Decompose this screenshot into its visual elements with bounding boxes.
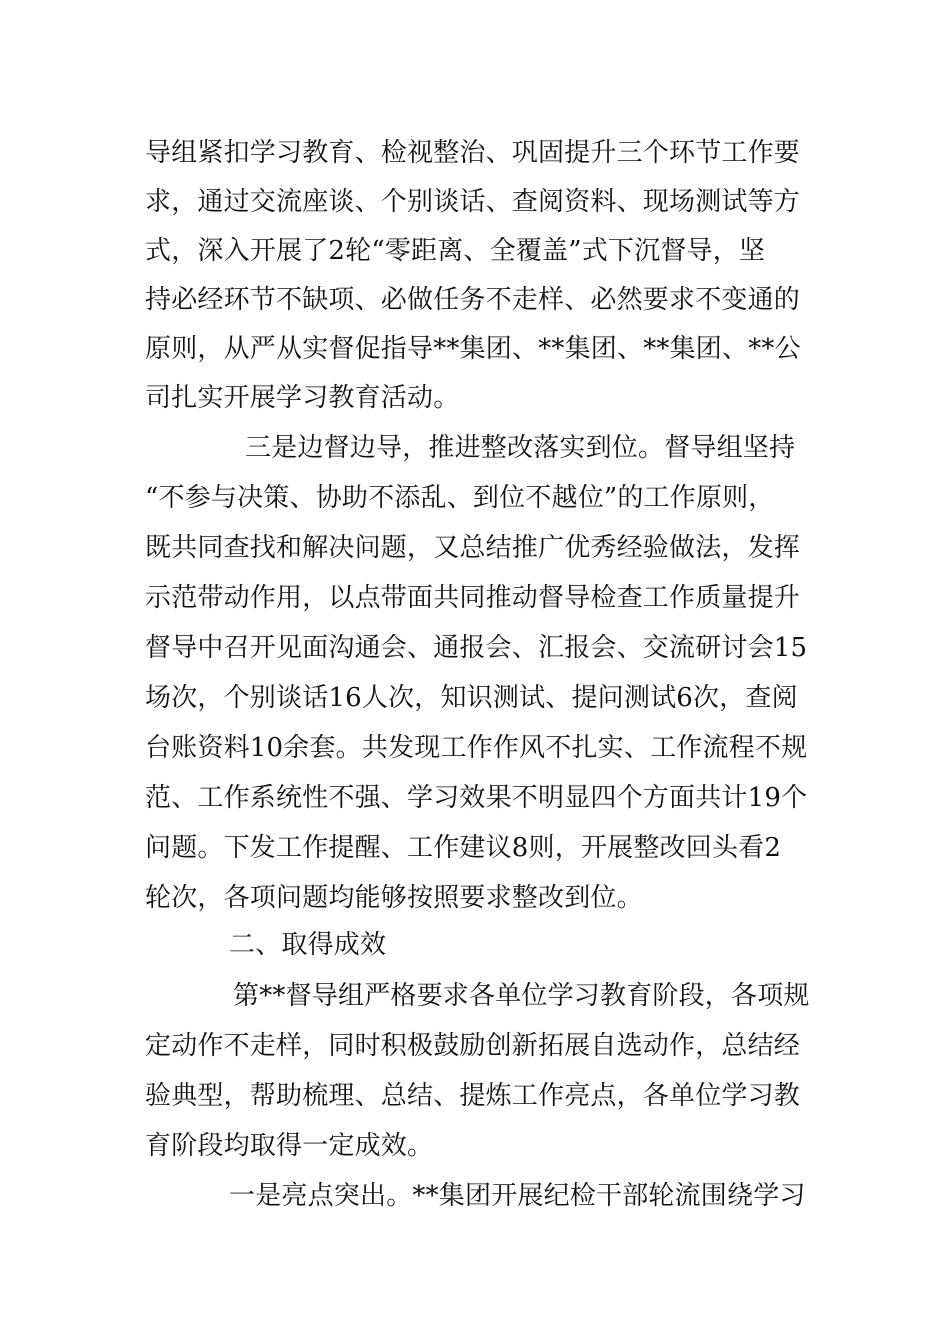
body-text-line: 原则，从严从实督促指导**集团、**集团、**集团、**公 <box>145 334 801 364</box>
body-text-line: 第**督导组严格要求各单位学习教育阶段，各项规 <box>233 981 810 1011</box>
body-text-line: 范、工作系统性不强、学习效果不明显四个方面共计19个 <box>145 783 808 813</box>
body-text-line: 持必经环节不缺项、必做任务不走样、必然要求不变通的 <box>145 285 801 315</box>
paragraph-heading-line: 三是边督边导，推进整改落实到位。督导组坚持 <box>245 433 796 463</box>
body-text-line: 场次，个别谈话16人次，知识测试、提问测试6次，查阅 <box>145 683 798 713</box>
body-text-line: 育阶段均取得一定成效。 <box>145 1131 434 1161</box>
body-text-line: 督导中召开见面沟通会、通报会、汇报会、交流研讨会15 <box>145 633 808 663</box>
body-text-line: 示范带动作用，以点带面共同推动督导检查工作质量提升 <box>145 583 801 613</box>
body-text-line: 既共同查找和解决问题，又总结推广优秀经验做法，发挥 <box>145 533 801 563</box>
body-text-line: 式，深入开展了2轮“零距离、全覆盖”式下沉督导，坚 <box>145 236 766 266</box>
body-text-line: 问题。下发工作提醒、工作建议8则，开展整改回头看2 <box>145 833 782 863</box>
body-text-line: 轮次，各项问题均能够按照要求整改到位。 <box>145 883 643 913</box>
section-heading: 二、取得成效 <box>229 930 387 960</box>
body-text-line: 验典型，帮助梳理、总结、提炼工作亮点，各单位学习教 <box>145 1081 801 1111</box>
body-text-line: 台账资料10余套。共发现工作作风不扎实、工作流程不规 <box>145 733 808 763</box>
paragraph-heading-line: 一是亮点突出。**集团开展纪检干部轮流围绕学习 <box>229 1181 806 1211</box>
body-text-line: 导组紧扣学习教育、检视整治、巩固提升三个环节工作要 <box>145 138 801 168</box>
body-text-line: 司扎实开展学习教育活动。 <box>145 383 460 413</box>
body-text-line: 求，通过交流座谈、个别谈话、查阅资料、现场测试等方 <box>145 187 801 217</box>
body-text-line: 定动作不走样，同时积极鼓励创新拓展自选动作，总结经 <box>145 1031 801 1061</box>
body-text-line: “不参与决策、协助不添乱、到位不越位”的工作原则， <box>145 483 775 513</box>
